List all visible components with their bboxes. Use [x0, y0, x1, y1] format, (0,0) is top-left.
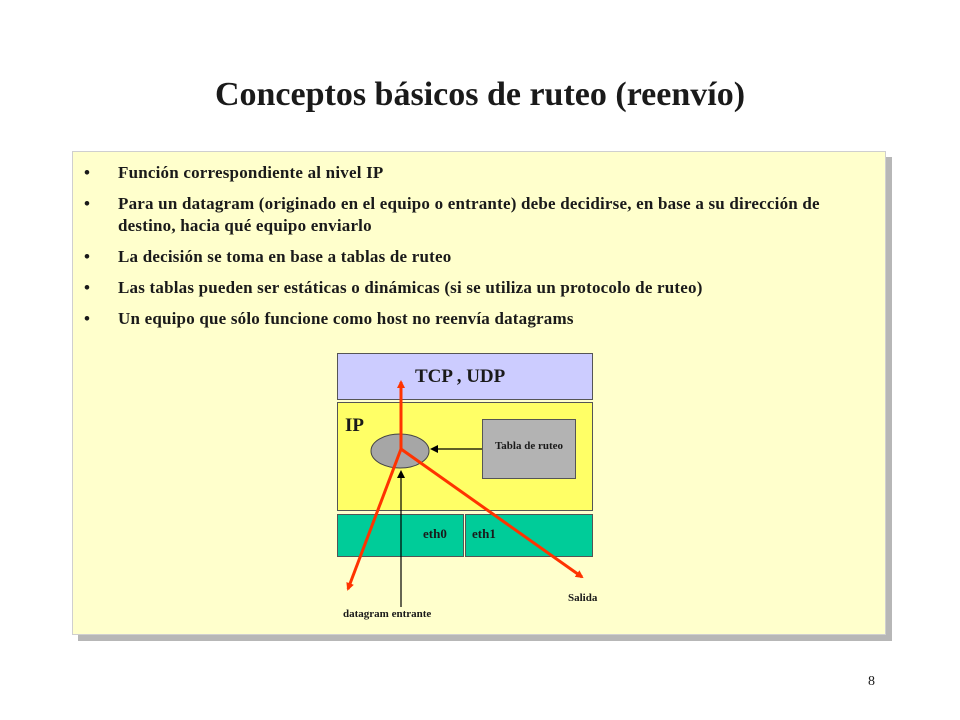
incoming-datagram-label: datagram entrante	[343, 608, 432, 620]
routing-table-label: Tabla de ruteo	[494, 440, 564, 452]
route-eth1-arrow	[401, 449, 582, 577]
eth0-label: eth0	[423, 526, 447, 541]
slide-title: Conceptos básicos de ruteo (reenvío)	[214, 76, 746, 113]
bullet-text: La decisión se toma en base a tablas de ruteo	[118, 247, 452, 266]
bullet-text: Un equipo que sólo funcione como host no reenvía datagrams	[118, 309, 574, 328]
bullet-dot-icon: •	[84, 194, 91, 213]
eth1-label: eth1	[472, 526, 496, 541]
outgoing-label: Salida	[568, 592, 598, 604]
bullet-dot-icon: •	[84, 247, 91, 266]
bullet-text: Para un datagram (originado en el equipo o entrante) debe decidirse, en base a su dirección de destino, hacia qué equipo enviarlo	[118, 194, 820, 235]
bullet-text: Función correspondiente al nivel IP	[118, 163, 384, 182]
bullet-dot-icon: •	[84, 278, 91, 297]
bullet-dot-icon: •	[84, 163, 91, 182]
bullet-text: Las tablas pueden ser estáticas o dinámicas (si se utiliza un protocolo de ruteo)	[118, 278, 703, 297]
route-eth0-arrow	[348, 449, 401, 589]
page-number: 8	[868, 674, 875, 689]
bullet-dot-icon: •	[84, 309, 91, 328]
ip-label: IP	[345, 415, 364, 436]
tcp-udp-label: TCP , UDP	[415, 366, 506, 387]
